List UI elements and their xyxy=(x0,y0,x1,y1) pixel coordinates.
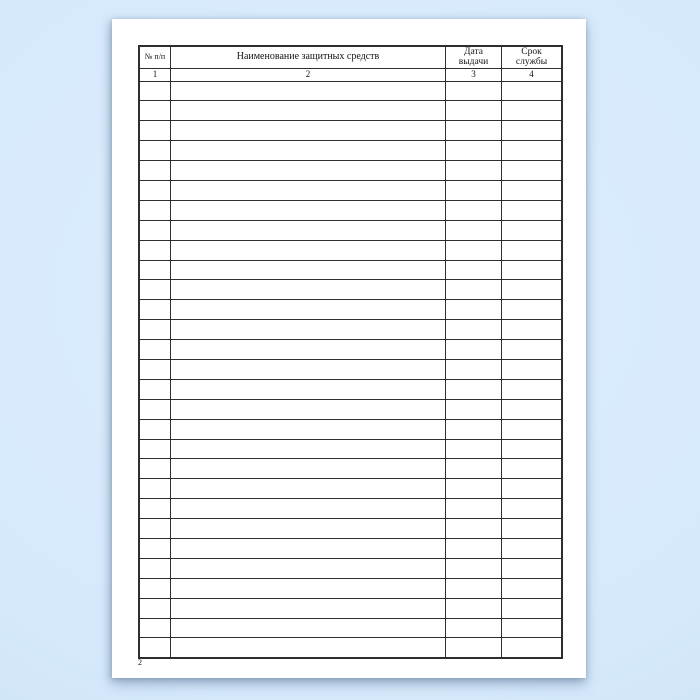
empty-row xyxy=(139,578,562,598)
empty-cell-equipment-name xyxy=(171,399,446,419)
empty-cell-equipment-name xyxy=(171,141,446,161)
empty-cell-row-number xyxy=(139,638,171,658)
empty-cell-equipment-name xyxy=(171,161,446,181)
empty-cell-equipment-name xyxy=(171,499,446,519)
empty-cell-row-number xyxy=(139,618,171,638)
empty-cell-row-number xyxy=(139,379,171,399)
empty-cell-row-number xyxy=(139,81,171,101)
empty-cell-row-number xyxy=(139,499,171,519)
header-label-line: выдачи xyxy=(458,57,489,68)
empty-cell-issue-date xyxy=(446,101,502,121)
empty-cell-service-life xyxy=(502,200,563,220)
empty-row xyxy=(139,459,562,479)
empty-cell-issue-date xyxy=(446,200,502,220)
empty-cell-equipment-name xyxy=(171,519,446,539)
empty-cell-issue-date xyxy=(446,280,502,300)
empty-cell-issue-date xyxy=(446,340,502,360)
empty-cell-issue-date xyxy=(446,240,502,260)
empty-cell-issue-date xyxy=(446,399,502,419)
empty-row xyxy=(139,638,562,658)
empty-cell-equipment-name xyxy=(171,558,446,578)
empty-cell-row-number xyxy=(139,439,171,459)
empty-cell-equipment-name xyxy=(171,240,446,260)
empty-cell-service-life xyxy=(502,141,563,161)
empty-cell-row-number xyxy=(139,180,171,200)
empty-row xyxy=(139,419,562,439)
empty-row xyxy=(139,558,562,578)
empty-cell-service-life xyxy=(502,439,563,459)
empty-cell-row-number xyxy=(139,240,171,260)
empty-cell-row-number xyxy=(139,300,171,320)
protective-equipment-table xyxy=(138,45,563,659)
empty-cell-issue-date xyxy=(446,638,502,658)
empty-row xyxy=(139,340,562,360)
empty-cell-issue-date xyxy=(446,320,502,340)
header-label-line: Дата xyxy=(464,47,483,58)
empty-cell-issue-date xyxy=(446,439,502,459)
empty-cell-issue-date xyxy=(446,479,502,499)
empty-cell-issue-date xyxy=(446,141,502,161)
header-cell-issue-date xyxy=(446,46,502,68)
empty-cell-equipment-name xyxy=(171,280,446,300)
empty-cell-issue-date xyxy=(446,379,502,399)
empty-row xyxy=(139,180,562,200)
empty-cell-row-number xyxy=(139,320,171,340)
empty-cell-equipment-name xyxy=(171,180,446,200)
empty-cell-row-number xyxy=(139,121,171,141)
column-index-equipment-name: 2 xyxy=(171,68,446,81)
empty-row xyxy=(139,161,562,181)
empty-row xyxy=(139,260,562,280)
empty-cell-equipment-name xyxy=(171,439,446,459)
empty-row xyxy=(139,81,562,101)
empty-cell-issue-date xyxy=(446,81,502,101)
empty-cell-issue-date xyxy=(446,220,502,240)
empty-row xyxy=(139,499,562,519)
empty-cell-row-number xyxy=(139,578,171,598)
empty-cell-service-life xyxy=(502,260,563,280)
empty-cell-service-life xyxy=(502,499,563,519)
empty-cell-service-life xyxy=(502,81,563,101)
empty-cell-service-life xyxy=(502,161,563,181)
table-header-row xyxy=(139,46,562,68)
empty-cell-service-life xyxy=(502,538,563,558)
header-cell-row-number xyxy=(139,46,171,68)
empty-cell-row-number xyxy=(139,399,171,419)
empty-cell-service-life xyxy=(502,220,563,240)
empty-cell-service-life xyxy=(502,578,563,598)
empty-cell-equipment-name xyxy=(171,638,446,658)
empty-cell-service-life xyxy=(502,240,563,260)
empty-cell-service-life xyxy=(502,399,563,419)
empty-cell-row-number xyxy=(139,220,171,240)
empty-cell-equipment-name xyxy=(171,300,446,320)
empty-cell-equipment-name xyxy=(171,200,446,220)
empty-cell-equipment-name xyxy=(171,618,446,638)
empty-row xyxy=(139,240,562,260)
empty-cell-issue-date xyxy=(446,260,502,280)
header-label-line: № п/п xyxy=(144,52,166,62)
empty-row xyxy=(139,519,562,539)
header-cell-equipment-name xyxy=(171,46,446,68)
header-cell-service-life xyxy=(502,46,563,68)
empty-cell-row-number xyxy=(139,419,171,439)
empty-cell-issue-date xyxy=(446,121,502,141)
column-index-service-life: 4 xyxy=(502,68,563,81)
empty-cell-issue-date xyxy=(446,300,502,320)
empty-cell-service-life xyxy=(502,618,563,638)
column-index-row xyxy=(139,68,562,81)
empty-cell-issue-date xyxy=(446,419,502,439)
empty-cell-row-number xyxy=(139,479,171,499)
empty-cell-row-number xyxy=(139,161,171,181)
empty-cell-row-number xyxy=(139,280,171,300)
empty-cell-equipment-name xyxy=(171,379,446,399)
empty-cell-equipment-name xyxy=(171,260,446,280)
empty-row xyxy=(139,300,562,320)
empty-cell-row-number xyxy=(139,340,171,360)
empty-cell-equipment-name xyxy=(171,359,446,379)
empty-cell-service-life xyxy=(502,320,563,340)
empty-cell-equipment-name xyxy=(171,81,446,101)
empty-cell-service-life xyxy=(502,558,563,578)
empty-cell-equipment-name xyxy=(171,419,446,439)
empty-row xyxy=(139,618,562,638)
empty-row xyxy=(139,101,562,121)
empty-cell-issue-date xyxy=(446,558,502,578)
empty-cell-equipment-name xyxy=(171,320,446,340)
empty-row xyxy=(139,141,562,161)
empty-row xyxy=(139,200,562,220)
page-number: 2 xyxy=(138,658,142,667)
empty-cell-issue-date xyxy=(446,578,502,598)
column-index-row-number: 1 xyxy=(139,68,171,81)
header-label-line: Наименование защитных средств xyxy=(236,51,380,63)
header-label-line: Срок xyxy=(521,47,542,58)
empty-cell-equipment-name xyxy=(171,340,446,360)
empty-cell-equipment-name xyxy=(171,598,446,618)
empty-cell-issue-date xyxy=(446,519,502,539)
empty-row xyxy=(139,439,562,459)
empty-row xyxy=(139,320,562,340)
empty-cell-service-life xyxy=(502,180,563,200)
empty-row xyxy=(139,280,562,300)
empty-cell-service-life xyxy=(502,121,563,141)
empty-row xyxy=(139,598,562,618)
empty-cell-service-life xyxy=(502,519,563,539)
empty-cell-service-life xyxy=(502,280,563,300)
empty-cell-row-number xyxy=(139,598,171,618)
empty-cell-row-number xyxy=(139,538,171,558)
empty-row xyxy=(139,479,562,499)
empty-cell-issue-date xyxy=(446,180,502,200)
empty-cell-equipment-name xyxy=(171,101,446,121)
empty-cell-row-number xyxy=(139,101,171,121)
empty-cell-equipment-name xyxy=(171,578,446,598)
empty-row xyxy=(139,121,562,141)
empty-cell-service-life xyxy=(502,419,563,439)
empty-cell-issue-date xyxy=(446,499,502,519)
empty-cell-equipment-name xyxy=(171,459,446,479)
empty-cell-issue-date xyxy=(446,618,502,638)
empty-row xyxy=(139,220,562,240)
empty-cell-equipment-name xyxy=(171,220,446,240)
empty-cell-equipment-name xyxy=(171,538,446,558)
empty-cell-service-life xyxy=(502,638,563,658)
empty-cell-issue-date xyxy=(446,359,502,379)
empty-row xyxy=(139,538,562,558)
empty-cell-row-number xyxy=(139,260,171,280)
document-page xyxy=(112,19,586,678)
header-label-line: службы xyxy=(515,57,548,68)
empty-cell-row-number xyxy=(139,459,171,479)
empty-cell-issue-date xyxy=(446,538,502,558)
empty-cell-row-number xyxy=(139,359,171,379)
empty-cell-row-number xyxy=(139,519,171,539)
empty-cell-service-life xyxy=(502,479,563,499)
empty-cell-issue-date xyxy=(446,459,502,479)
empty-cell-row-number xyxy=(139,141,171,161)
column-index-issue-date: 3 xyxy=(446,68,502,81)
empty-cell-service-life xyxy=(502,101,563,121)
empty-cell-service-life xyxy=(502,598,563,618)
empty-cell-row-number xyxy=(139,558,171,578)
empty-cell-equipment-name xyxy=(171,479,446,499)
empty-row xyxy=(139,399,562,419)
empty-cell-issue-date xyxy=(446,161,502,181)
empty-cell-row-number xyxy=(139,200,171,220)
empty-cell-service-life xyxy=(502,340,563,360)
empty-row xyxy=(139,359,562,379)
empty-row xyxy=(139,379,562,399)
empty-cell-service-life xyxy=(502,379,563,399)
empty-cell-service-life xyxy=(502,300,563,320)
empty-cell-equipment-name xyxy=(171,121,446,141)
empty-cell-service-life xyxy=(502,459,563,479)
empty-cell-issue-date xyxy=(446,598,502,618)
empty-cell-service-life xyxy=(502,359,563,379)
